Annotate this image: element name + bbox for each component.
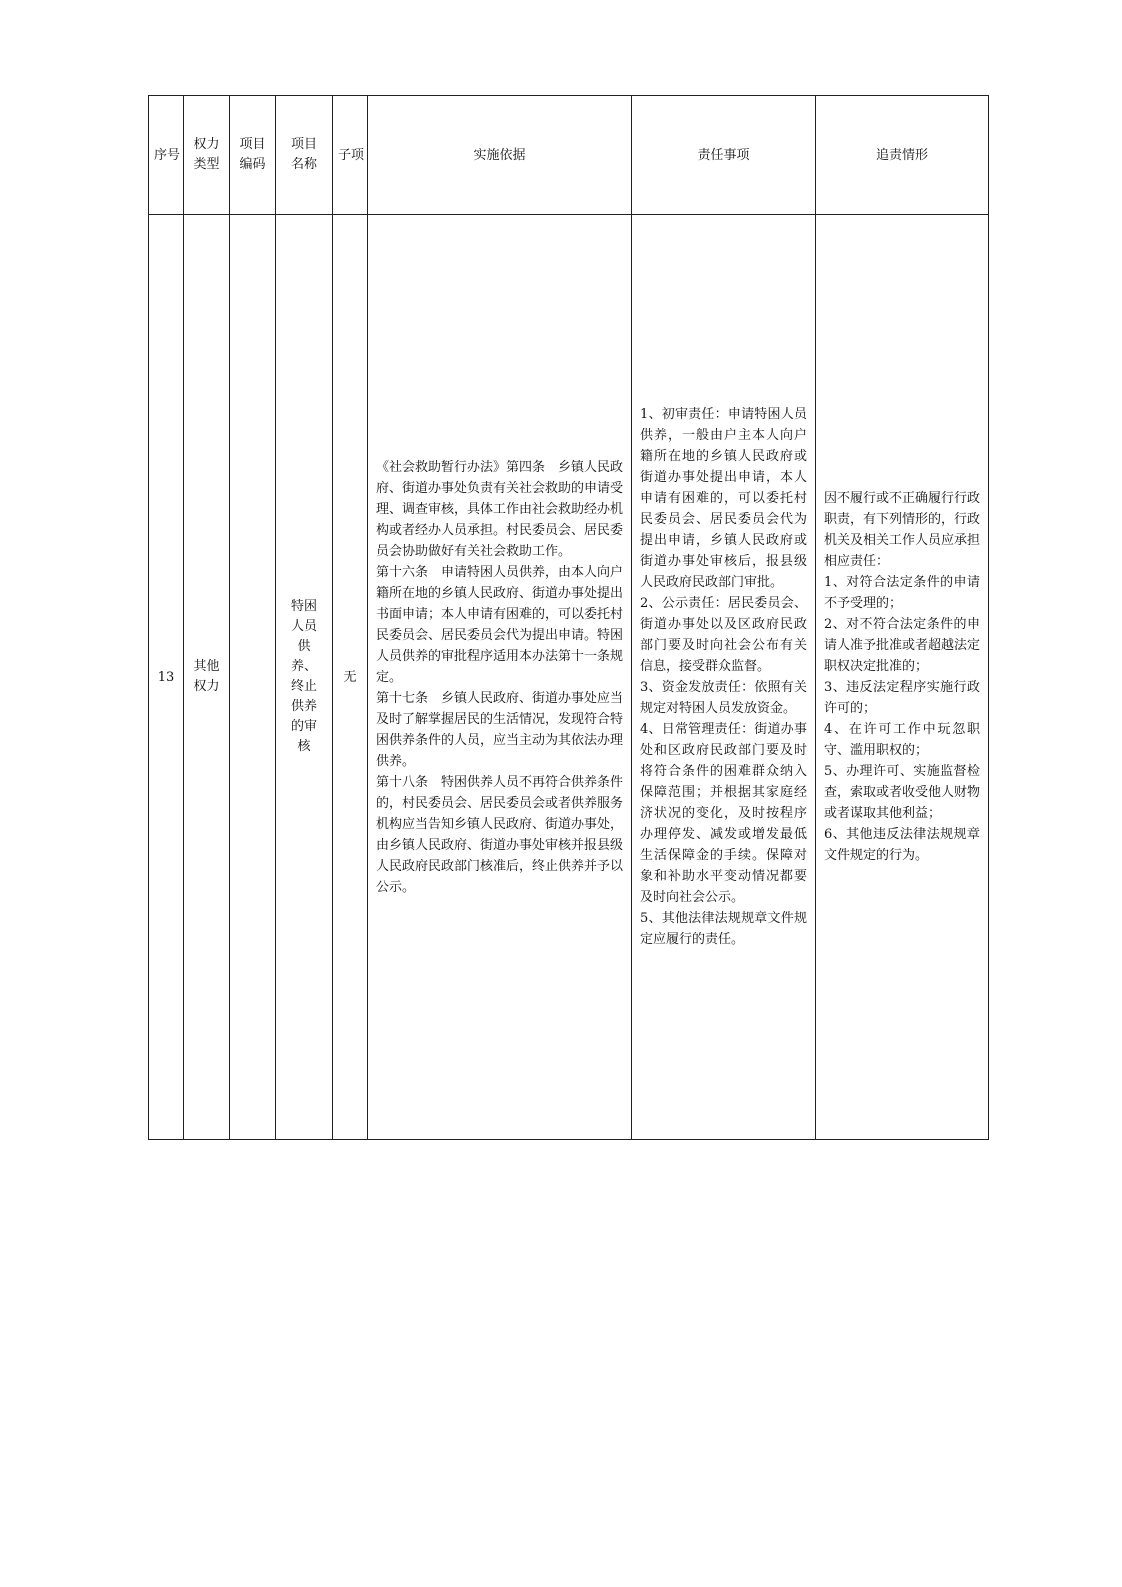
header-item-name: 项目名称: [276, 96, 333, 215]
table-row: [149, 215, 989, 1140]
duty-item: 5、其他法律法规规章文件规定应履行的责任。: [640, 911, 807, 947]
accountability-item: 因不履行或不正确履行行政职责，有下列情形的，行政机关及相关工作人员应承担相应责任：: [824, 491, 981, 569]
basis-paragraph: 《社会救助暂行办法》第四条 乡镇人民政府、街道办事处负责有关社会救助的申请受理、调查审核，具体工作由社会救助经办机构或者经办人员承担。村民委员会、居民委员会协助做好有关社会救助工作。: [376, 459, 624, 559]
header-power-type: 权力类型: [184, 96, 230, 215]
header-sub-item: 子项: [333, 96, 368, 215]
header-duties: 责任事项: [632, 96, 816, 215]
basis-paragraph: 第十七条 乡镇人民政府、街道办事处应当及时了解掌握居民的生活情况，发现符合特困供养条件的人员，应当主动为其依法办理供养。: [376, 690, 624, 769]
cell-item-code: [230, 215, 276, 1140]
cell-accountability: [816, 215, 989, 1140]
header-accountability: 追责情形: [816, 96, 989, 215]
accountability-item: 6、其他违反法律法规规章文件规定的行为。: [824, 827, 980, 863]
accountability-item: 3、违反法定程序实施行政许可的；: [824, 680, 980, 716]
duty-item: 3、资金发放责任：依照有关规定对特困人员发放资金。: [640, 680, 807, 716]
power-list-table: [148, 95, 989, 1140]
header-seq: 序号: [149, 96, 184, 215]
duty-item: 4、日常管理责任：街道办事处和区政府民政部门要及时将符合条件的困难群众纳入保障范围；并根据其家庭经济状况的变化，及时按程序办理停发、减发或增发最低生活保障金的手续。保障对象和补助水平变动情况都要及时向社会公示。: [640, 722, 807, 905]
accountability-item: 4、在许可工作中玩忽职守、滥用职权的；: [824, 722, 980, 758]
basis-paragraph: 第十六条 申请特困人员供养，由本人向户籍所在地的乡镇人民政府、街道办事处提出书面申请；本人申请有困难的，可以委托村民委员会、居民委员会代为提出申请。特困人员供养的审批程序适用本办法第十一条规定。: [376, 564, 624, 685]
cell-seq: 13: [149, 215, 184, 1140]
duty-item: 2、公示责任：居民委员会、街道办事处以及区政府民政部门要及时向社会公布有关信息，接受群众监督。: [640, 596, 807, 674]
header-row: [149, 96, 989, 215]
cell-power-type: 其他权力: [184, 215, 230, 1140]
cell-duties: [632, 215, 816, 1140]
accountability-item: 5、办理许可、实施监督检查，索取或者收受他人财物或者谋取其他利益；: [824, 764, 981, 821]
header-basis: 实施依据: [368, 96, 632, 215]
basis-paragraph: 第十八条 特困供养人员不再符合供养条件的，村民委员会、居民委员会或者供养服务机构应当告知乡镇人民政府、街道办事处，由乡镇人民政府、街道办事处审核并报县级人民政府民政部门核准后，终止供养并予以公示。: [376, 774, 624, 895]
duty-item: 1、初审责任：申请特困人员供养，一般由户主本人向户籍所在地的乡镇人民政府或街道办事处提出申请，本人申请有困难的，可以委托村民委员会、居民委员会代为提出申请，乡镇人民政府或街道办事处审核后，报县级人民政府民政部门审批。: [640, 407, 807, 590]
accountability-item: 1、对符合法定条件的申请不予受理的；: [824, 575, 980, 611]
header-item-code: 项目编码: [230, 96, 276, 215]
cell-item-name: 特困人员供养、终止供养的审核: [276, 215, 333, 1140]
accountability-item: 2、对不符合法定条件的申请人准予批准或者超越法定职权决定批准的；: [824, 617, 981, 674]
cell-sub-item: 无: [333, 215, 368, 1140]
cell-basis: [368, 215, 632, 1140]
